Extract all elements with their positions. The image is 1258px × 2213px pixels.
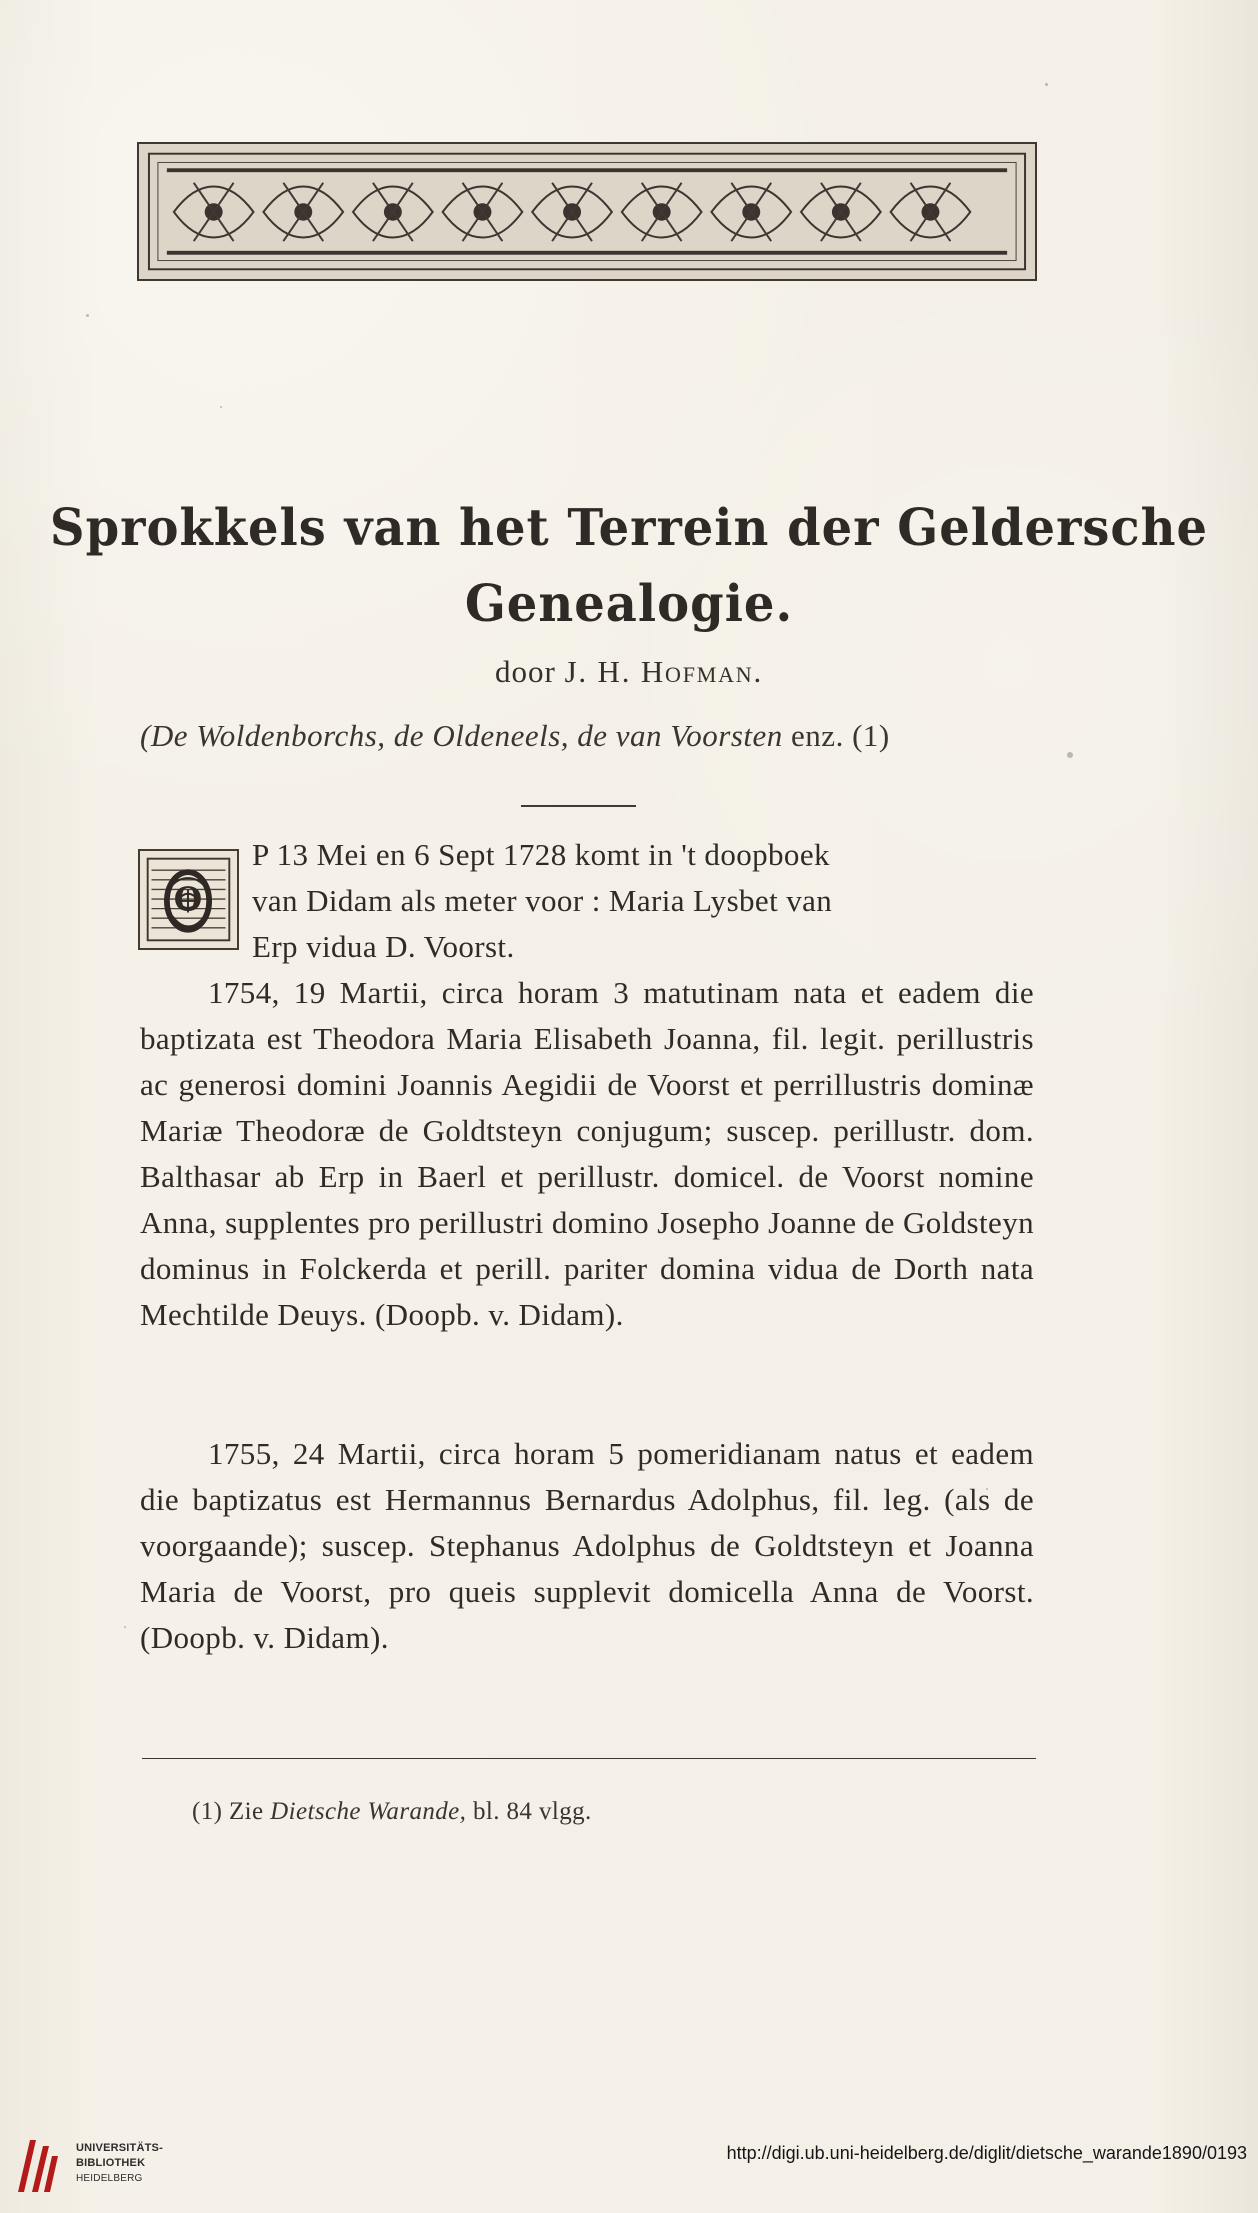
author-line (0, 654, 1258, 690)
author-prefix: door (494, 654, 556, 689)
logo-line-2: BIBLIOTHEK (76, 2157, 146, 2169)
section-divider (521, 805, 636, 807)
opening-line-3: Erp vidua D. Voorst. (252, 929, 515, 964)
subtitle-normal: enz. (1) (791, 718, 890, 753)
article-title-line-2: Genealogie. (464, 574, 794, 634)
paper-speck (1067, 752, 1073, 758)
logo-line-1: UNIVERSITÄTS- (76, 2142, 163, 2154)
opening-paragraph (252, 832, 1034, 970)
svg-text:O: O (173, 879, 203, 919)
ornamental-banner-icon (137, 142, 1037, 281)
paragraph-1754: 1754, 19 Martii, circa horam 3 matutinam nata et eadem die baptizata est Theodora Maria Elisabeth Joanna, fil. legit. perillustris ac generosi domini Joannis Aegidii de Voorst et perrillustris dominæ Mariæ Theodoræ de Goldtsteyn conjugum; suscep. perillustr. dom. Balthasar ab Erp in Baerl et perillustr. domicel. de Voorst nomine Anna, supplentes pro perillustri domino Josepho Joanne de Goldsteyn dominus in Folckerda et perill. pariter domina vidua de Dorth nata Mechtilde Deuys. (Doopb. v. Didam). (140, 975, 1034, 1332)
paper-speck (124, 1626, 126, 1628)
paper-speck (86, 314, 89, 317)
source-url[interactable]: http://digi.ub.uni-heidelberg.de/diglit/dietsche_warande1890/0193 (726, 2143, 1247, 2163)
paper-speck (1045, 83, 1048, 86)
opening-line-2: van Didam als meter voor : Maria Lysbet van (252, 883, 833, 918)
author-name: J. H. Hofman. (564, 654, 764, 689)
paragraph-1755: 1755, 24 Martii, circa horam 5 pomeridianam natus et eadem die baptizatus est Hermannus Bernardus Adolphus, fil. leg. (als de voorgaande); suscep. Stephanus Adolphus de Goldtsteyn et Joanna Maria de Voorst, pro queis supplevit domicella Anna de Voorst. (Doopb. v. Didam). (140, 1436, 1034, 1655)
decorated-initial-icon (138, 849, 239, 950)
footnote (192, 1798, 592, 1826)
footnote-suffix: bl. 84 vlgg. (472, 1798, 592, 1825)
heidelberg-library-logo-icon (12, 2132, 202, 2202)
footnote-divider (142, 1758, 1036, 1759)
footnote-title: Dietsche Warande, (270, 1798, 467, 1825)
subtitle-line (140, 718, 1040, 754)
opening-line-1: P 13 Mei en 6 Sept 1728 komt in 't doopboek (252, 837, 830, 872)
paper-speck (220, 406, 222, 408)
footnote-prefix: (1) Zie (192, 1798, 264, 1825)
logo-line-3: HEIDELBERG (76, 2173, 143, 2184)
subtitle-italic: (De Woldenborchs, de Oldeneels, de van Voorsten (140, 718, 783, 753)
library-logo-text (76, 2141, 201, 2186)
article-title-line-1: Sprokkels van het Terrein der Geldersche (49, 498, 1209, 558)
library-logo-mark (12, 2132, 60, 2198)
